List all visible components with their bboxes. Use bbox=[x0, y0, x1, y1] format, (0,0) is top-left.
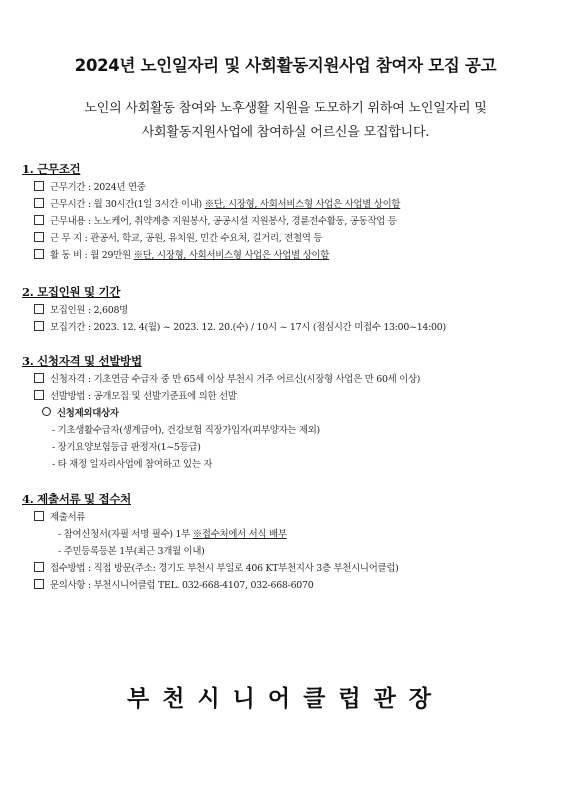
checkbox-square-icon bbox=[34, 390, 44, 400]
section-work-conditions bbox=[22, 160, 562, 264]
list-item-submit-method: 접수방법 : 직접 방문(주소: 경기도 부천시 부일로 406 KT부천지사 3층 부천시니어클럽) bbox=[22, 560, 562, 577]
section-heading: 2. 모집인원 및 기간 bbox=[22, 285, 121, 299]
list-item-contact: 문의사항 : 부천시니어클럽 TEL. 032-668-4107, 032-668-6070 bbox=[22, 577, 562, 594]
excluded-item: - 타 재정 일자리사업에 참여하고 있는 자 bbox=[52, 459, 213, 470]
intro-line-1: 노인의 사회활동 참여와 노후생활 지원을 도모하기 위하여 노인일자리 및 bbox=[84, 101, 487, 116]
excluded-item: - 기초생활수급자(생계급여), 건강보험 직장가입자(피부양자는 제외) bbox=[52, 425, 320, 436]
list-item-docs: 제출서류 bbox=[22, 509, 562, 526]
doc-item-registration: - 주민등록등본 1부(최근 3개월 이내) bbox=[58, 546, 205, 557]
issuer-signature: 부천시니어클럽관장 bbox=[127, 685, 444, 712]
excluded-heading-row: 신청제외대상자 bbox=[22, 405, 562, 422]
circle-bullet-icon bbox=[42, 407, 51, 416]
pay-note: ※단, 시장형, 사회서비스형 사업은 사업별 상이함 bbox=[133, 250, 330, 261]
checkbox-square-icon bbox=[34, 232, 44, 242]
checkbox-square-icon bbox=[34, 198, 44, 208]
section-heading: 1. 근무조건 bbox=[22, 162, 81, 176]
checkbox-square-icon bbox=[34, 304, 44, 314]
list-item-work-period: 근무기간 : 2024년 연중 bbox=[22, 179, 562, 196]
checkbox-square-icon bbox=[34, 562, 44, 572]
hours-note: ※단, 시장형, 사회서비스형 사업은 사업별 상이함 bbox=[204, 199, 401, 210]
section-eligibility bbox=[22, 352, 562, 473]
section-heading: 3. 신청자격 및 선발방법 bbox=[22, 354, 142, 368]
excluded-item: - 장기요양보험등급 판정자(1~5등급) bbox=[52, 442, 201, 453]
intro-line-2: 사회활동지원사업에 참여하실 어르신을 모집합니다. bbox=[141, 125, 430, 140]
list-item-work-hours: 근무시간 : 월 30시간(1일 3시간 이내) ※단, 시장형, 사회서비스형 사업은 사업별 상이함 bbox=[22, 196, 562, 213]
doc-item-application: - 참여신청서(자필 서명 필수) 1부 ※접수처에서 서식 배부 bbox=[58, 529, 287, 540]
list-item-recruit-count: 모집인원 : 2,608명 bbox=[22, 302, 562, 319]
checkbox-square-icon bbox=[34, 373, 44, 383]
list-item-work-content: 근무내용 : 노노케어, 취약계층 지원봉사, 공공시설 지원봉사, 경륜전수활동, 공동작업 등 bbox=[22, 213, 562, 230]
section-recruitment bbox=[22, 283, 562, 336]
section-heading: 4. 제출서류 및 접수처 bbox=[22, 492, 131, 506]
checkbox-square-icon bbox=[34, 181, 44, 191]
doc1-note: ※접수처에서 서식 배부 bbox=[192, 529, 287, 540]
checkbox-square-icon bbox=[34, 579, 44, 589]
list-item-selection: 선발방법 : 공개모집 및 선발기준표에 의한 선발 bbox=[22, 388, 562, 405]
list-item-work-place: 근 무 지 : 관공서, 학교, 공원, 유치원, 민간 수요처, 길거리, 전철역 등 bbox=[22, 230, 562, 247]
list-item-recruit-period: 모집기간 : 2023. 12. 4(월) ~ 2023. 12. 20.(수) / 10시 ~ 17시 (점심시간 미접수 13:00~14:00) bbox=[22, 319, 562, 336]
checkbox-square-icon bbox=[34, 321, 44, 331]
checkbox-square-icon bbox=[34, 249, 44, 259]
checkbox-square-icon bbox=[34, 511, 44, 521]
list-item-eligibility: 신청자격 : 기초연금 수급자 중 만 65세 이상 부천시 거주 어르신(시장형 사업은 만 60세 이상) bbox=[22, 371, 562, 388]
section-documents bbox=[22, 490, 562, 594]
page-title: 2024년 노인일자리 및 사회활동지원사업 참여자 모집 공고 bbox=[74, 56, 497, 75]
checkbox-square-icon bbox=[34, 215, 44, 225]
intro-paragraph bbox=[22, 97, 549, 145]
list-item-pay: 활 동 비 : 월 29만원 ※단, 시장형, 사회서비스형 사업은 사업별 상이함 bbox=[22, 247, 562, 264]
